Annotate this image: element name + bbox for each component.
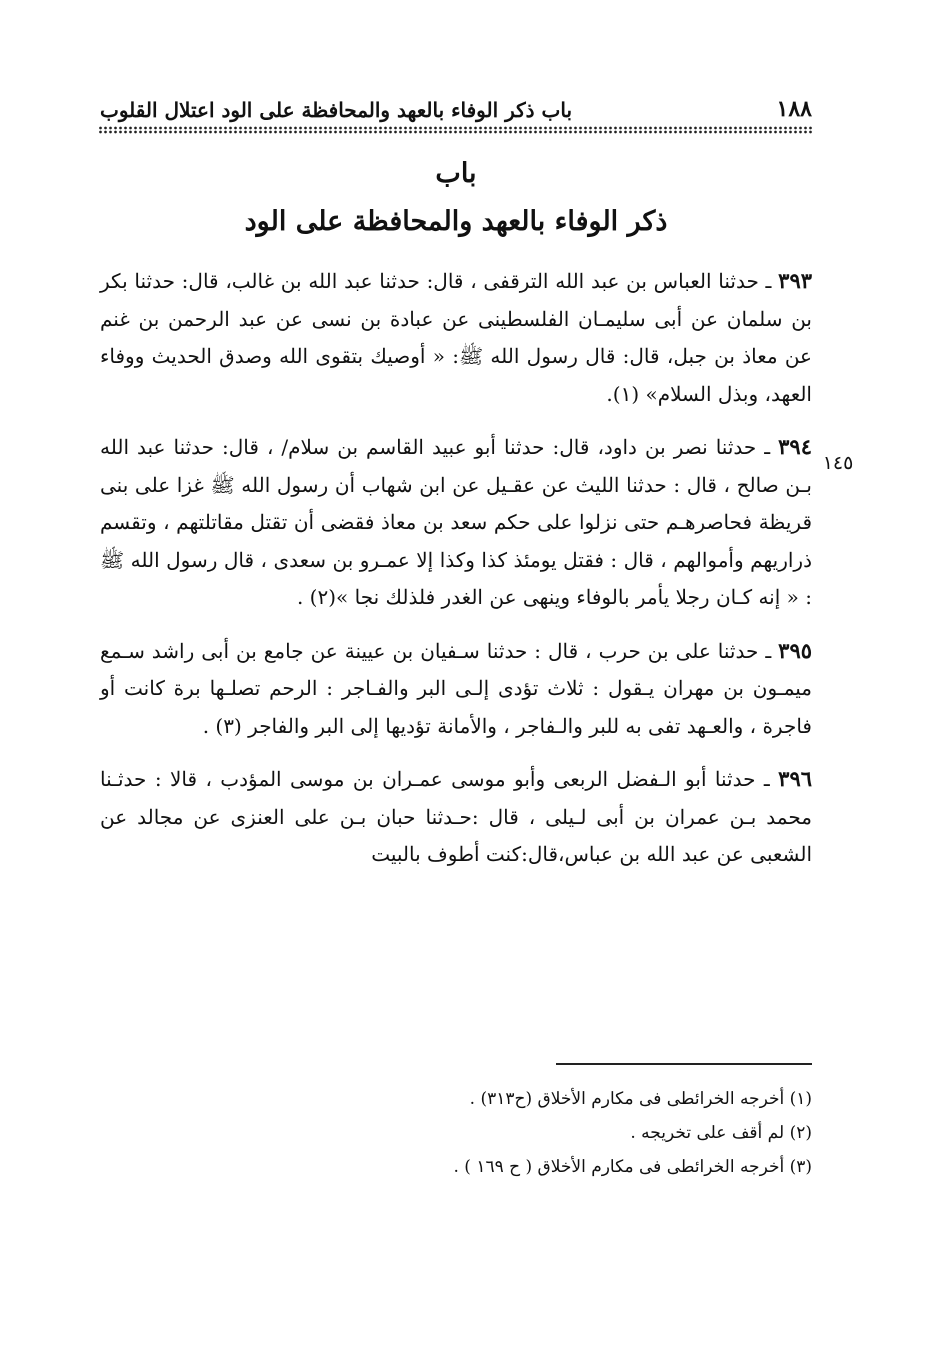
footnote: (٢) لم أقف على تخريجه . [630,1123,812,1143]
hadith-paragraph [100,428,812,617]
hadith-number: ٣٩٣ [778,268,813,293]
hadith-paragraph [100,632,812,746]
hadith-number: ٣٩٤ [778,434,812,459]
page-number: ١٨٨ [776,96,812,122]
hadith-text: ـ حدثنا على بن حرب ، قال : حدثنا سـفيان بن عيينة عن جامع بن أبى راشد سـمع ميمـون بن مهران يـقول : ثلاث تؤدى إلـى البر والفـاجر : الرحم تصلـها برة كانت أو فاجرة ، والعـهد تفى به للبر والـفاجر ، والأمانة تؤديها إلى البر والفاجر (٣) . [100,638,812,738]
running-title: باب ذكر الوفاء بالعهد والمحافظة على الود اعتلال القلوب [100,98,573,122]
main-text [100,262,812,889]
chapter-title: باب [435,158,477,189]
footnote: (٣) أخرجه الخرائطى فى مكارم الأخلاق ( ح ١٦٩ ) . [453,1157,812,1177]
footnotes [100,1082,812,1184]
footnote: (١) أخرجه الخرائطى فى مكارم الأخلاق (ح٣١٣) . [469,1089,812,1109]
hadith-paragraph [100,262,812,413]
hadith-text: ـ حدثنا العباس بن عبد الله الترقفى ، قال: حدثنا عبد الله بن غالب، قال: حدثنا بكر بن سلمان عن أبى سليمـان الفلسطينى عن عبادة بن نسى عن عبد الرحمن بن غنم عن معاذ بن جبل، قال: قال رسول الله ﷺ: « أوصيك بتقوى الله وصدق الحديث ووفاء العهد، وبذل السلام» (١). [100,269,812,406]
chapter-subtitle: ذكر الوفاء بالعهد والمحافظة على الود [244,206,668,237]
hadith-text: ـ حدثنا أبو الـفضل الربعى وأبو موسى عمـران بن موسى المؤدب ، قالا : حدثـنا محمد بـن عمران بن أبى لـيلى ، قال :حـدثنا حبان بـن على العنزى عن مجالد عن الشعبى عن عبد الله بن عباس،قال:كنت أطوف بالبيت [100,767,812,866]
footnote-separator [556,1063,812,1065]
hadith-number: ٣٩٥ [778,637,813,663]
hadith-number: ٣٩٦ [778,766,813,791]
hadith-paragraph [100,760,812,874]
running-header [100,86,812,122]
hadith-text: ـ حدثنا نصر بن داود، قال: حدثنا أبو عبيد القاسم بن سلام/ ، قال: حدثنا عبد الله بـن صالح ، قال : حدثنا الليث عن عقـيل عن ابن شهاب أن رسول الله ﷺ غزا على بنى قريظة فحاصرهـم حتى نزلوا على حكم سعد بن معاذ فقضى أن تقتل مقاتلتهم ، وتقسم ذراريهم وأموالهم ، قال : فقتل يومئذ كذا وكذا إلا عمـرو بن سعدى ، قال رسول الله ﷺ : « إنه كـان رجلا يأمر بالوفاء وينهى عن الغدر فلذلك نجا »(٢) . [100,435,813,609]
header-ornament-border [98,126,812,134]
margin-page-reference: ١٤٥ [822,452,854,474]
